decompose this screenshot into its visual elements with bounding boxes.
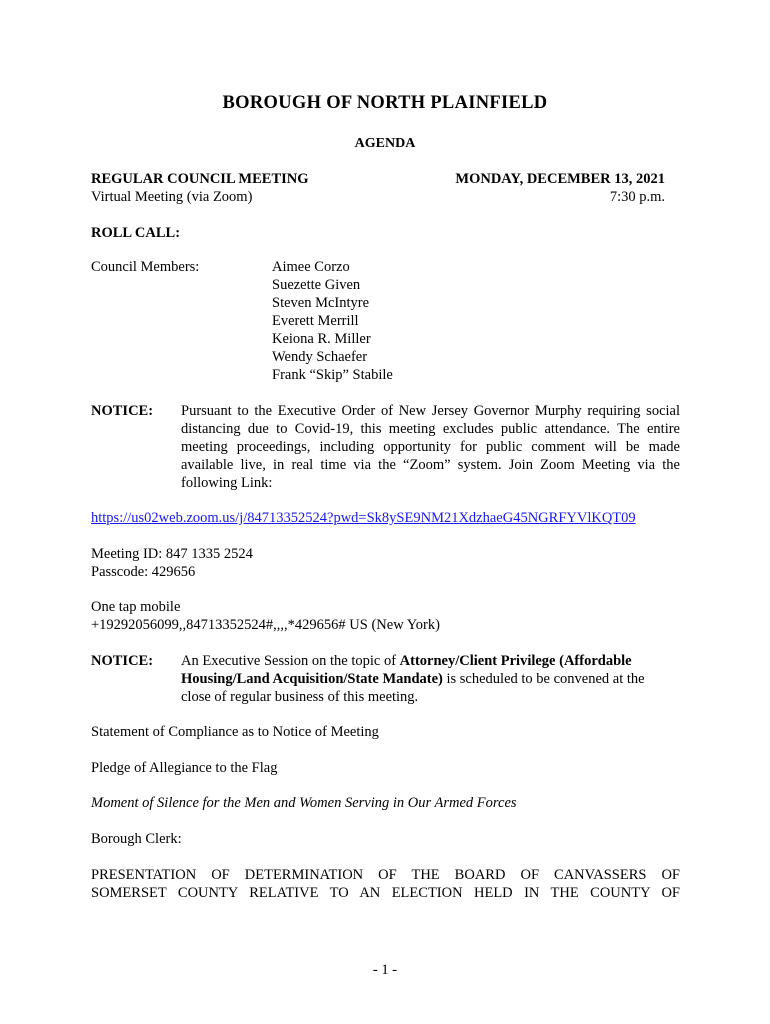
council-member: Wendy Schaefer — [272, 349, 368, 365]
notice-zoom-text: Pursuant to the Executive Order of New Jersey Governor Murphy requiring social distancing due to Covid-19, this meeting excludes public attendance. The entire meeting proceedings, including opportunity for public comment will be made available live, in real time via the “Zoom” system. Join Zoom Meeting via the following Link: — [181, 403, 680, 491]
notice-text: An Executive Session on the topic of — [181, 653, 400, 669]
zoom-link-line — [91, 509, 636, 527]
borough-clerk-heading: Borough Clerk: — [91, 831, 182, 847]
council-member: Aimee Corzo — [272, 259, 350, 275]
notice-label: NOTICE: — [91, 653, 154, 669]
meeting-date: MONDAY, DECEMBER 13, 2021 — [455, 171, 665, 187]
statement-of-compliance: Statement of Compliance as to Notice of Meeting — [91, 724, 379, 740]
meeting-format: Virtual Meeting (via Zoom) — [91, 189, 253, 205]
one-tap-label: One tap mobile — [91, 599, 181, 615]
executive-session-topic: Attorney/Client Privilege (Affordable Housing/Land Acquisition/State Mandate) — [181, 653, 632, 687]
notice-executive-session — [181, 652, 671, 706]
pledge-of-allegiance: Pledge of Allegiance to the Flag — [91, 760, 278, 776]
council-members-label: Council Members: — [91, 259, 200, 275]
council-member: Suezette Given — [272, 277, 361, 293]
meeting-id: Meeting ID: 847 1335 2524 — [91, 546, 253, 562]
council-members-list — [272, 258, 393, 384]
zoom-meeting-link[interactable]: https://us02web.zoom.us/j/84713352524?pwd=Sk8ySE9NM21XdzhaeG45NGRFYVlKQT09 — [91, 510, 636, 526]
document-title: BOROUGH OF NORTH PLAINFIELD — [222, 93, 548, 113]
presentation-line: PRESENTATION OF DETERMINATION OF THE BOARD OF CANVASSERS OF — [91, 867, 680, 883]
council-member: Steven McIntyre — [272, 295, 370, 311]
notice-text: is scheduled to be convened at the close of regular business of this meeting. — [181, 671, 645, 705]
presentation-line: SOMERSET COUNTY RELATIVE TO AN ELECTION HELD IN THE COUNTY OF — [91, 885, 680, 901]
page-number: - 1 - — [372, 962, 398, 978]
notice-label: NOTICE: — [91, 403, 154, 419]
roll-call-heading: ROLL CALL: — [91, 225, 181, 241]
meeting-time: 7:30 p.m. — [609, 189, 665, 205]
council-member: Everett Merrill — [272, 313, 359, 329]
moment-of-silence: Moment of Silence for the Men and Women Serving in Our Armed Forces — [91, 795, 517, 811]
agenda-heading: AGENDA — [354, 136, 416, 151]
one-tap-number: +19292056099,,84713352524#,,,,*429656# US (New York) — [91, 617, 440, 633]
passcode: Passcode: 429656 — [91, 564, 196, 580]
council-member: Keiona R. Miller — [272, 331, 371, 347]
meeting-type: REGULAR COUNCIL MEETING — [91, 171, 309, 187]
council-member: Frank “Skip” Stabile — [272, 367, 393, 383]
